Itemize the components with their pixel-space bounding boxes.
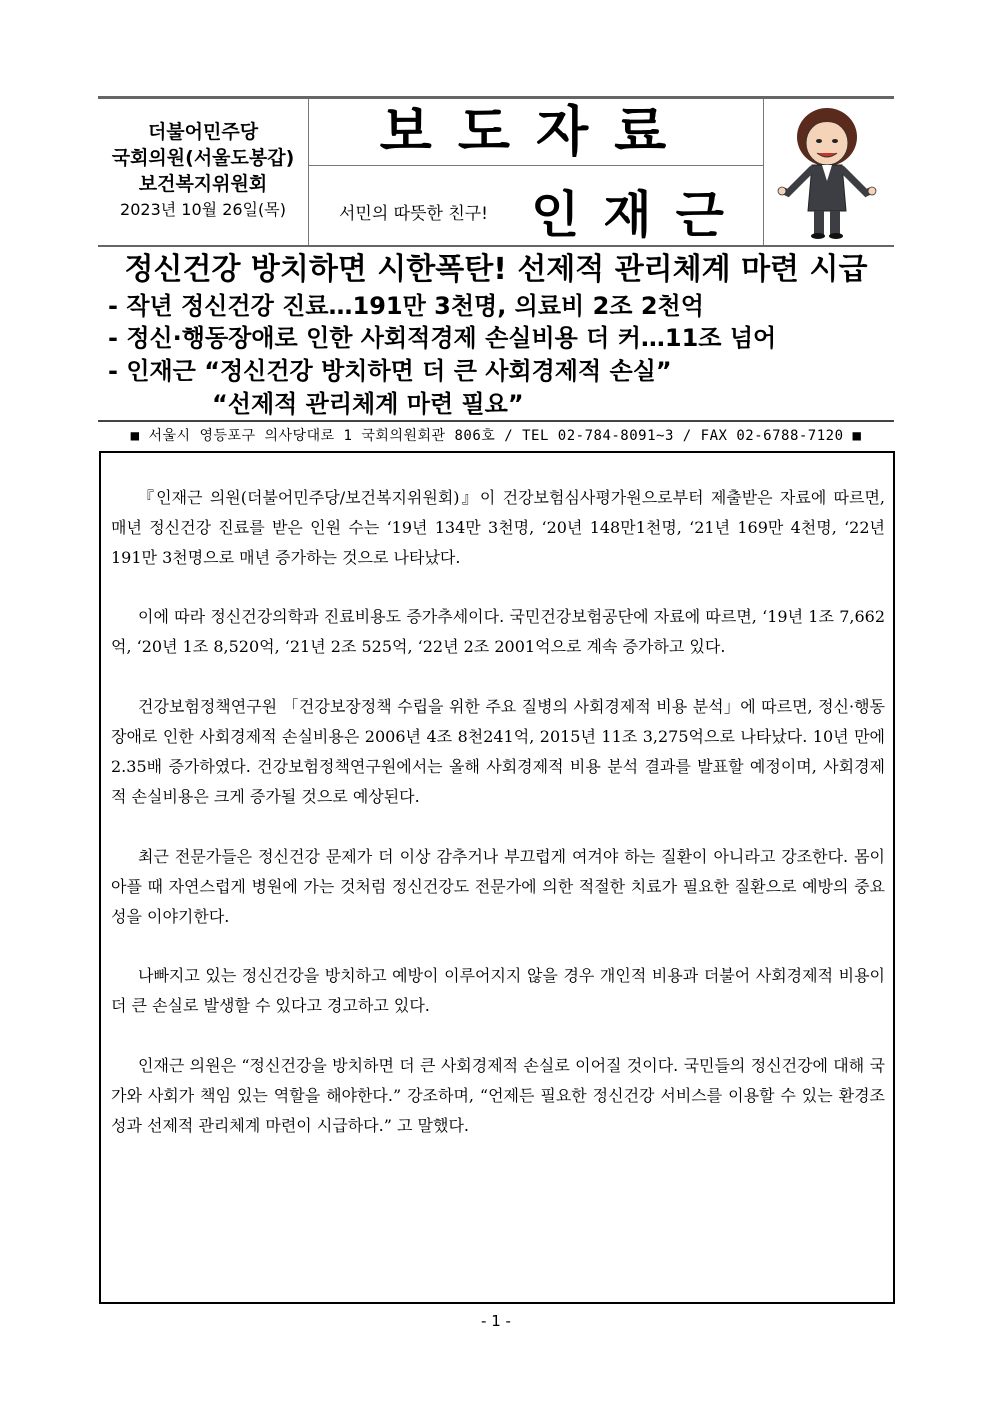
paragraph-1: 『인재근 의원(더불어민주당/보건복지위원회)』이 건강보험심사평가원으로부터 제출받은 자료에 따르면, 매년 정신건강 진료를 받은 인원 수는 ‘19년 134만 3천명, ‘20년 148만1천명, ‘21년 169만 4천명, ‘22년 191만 3천명으로 매년 증가하는 것으로 나타났다. (111, 488, 885, 567)
page-number: - 1 - (481, 1312, 511, 1330)
press-release-title: 보도자료 (309, 99, 763, 166)
slogan: 서민의 따뜻한 친구! (339, 204, 488, 224)
lawmaker-name: 인재근 (531, 186, 748, 244)
press-release-header (98, 96, 894, 247)
subheadline-1: - 작년 정신건강 진료…191만 3천명, 의료비 2조 2천억 (108, 292, 704, 320)
main-headline: 정신건강 방치하면 시한폭탄! 선제적 관리체계 마련 시급 (124, 252, 868, 287)
paragraph-6: 인재근 의원은 “정신건강을 방치하면 더 큰 사회경제적 손실로 이어질 것이다. 국민들의 정신건강에 대해 국가와 사회가 책임 있는 역할을 해야한다.” 강조하며, “언제든 필요한 정신건강 서비스를 이용할 수 있는 환경조성과 선제적 관리체계 마련이 시급하다.” 고 말했다. (111, 1056, 885, 1135)
organization-block (98, 99, 309, 245)
subheadline-2: - 정신·행동장애로 인한 사회적경제 손실비용 더 커…11조 넘어 (108, 324, 777, 352)
portrait-block (764, 99, 894, 245)
release-date: 2023년 10월 26일(목) (120, 200, 286, 219)
paragraph-4: 최근 전문가들은 정신건강 문제가 더 이상 감추거나 부끄럽게 여겨야 하는 질환이 아니라고 강조한다. 몸이 아플 때 자연스럽게 병원에 가는 것처럼 정신건강도 전문가에 의한 적절한 치료가 필요한 질환으로 예방의 중요성을 이야기한다. (111, 847, 885, 926)
paragraph-5: 나빠지고 있는 정신건강을 방치하고 예방이 이루어지지 않을 경우 개인적 비용과 더불어 사회경제적 비용이 더 큰 손실로 발생할 수 있다고 경고하고 있다. (111, 966, 885, 1015)
contact-address: ■ 서울시 영등포구 의사당대로 1 국회의원회관 806호 / TEL 02-784-8091~3 / FAX 02-6788-7120 ■ (130, 428, 862, 444)
title-block (309, 99, 764, 245)
paragraph-2: 이에 따라 정신건강의학과 진료비용도 증가추세이다. 국민건강보험공단에 자료에 따르면, ‘19년 1조 7,662억, ‘20년 1조 8,520억, ‘21년 2조 525억, ‘22년 2조 2001억으로 계속 증가하고 있다. (111, 607, 885, 656)
paragraph-3: 건강보험정책연구원 「건강보장정책 수립을 위한 주요 질병의 사회경제적 비용 분석」에 따르면, 정신·행동장애로 인한 사회경제적 손실비용은 2006년 4조 8천241억, 2015년 11조 3,275억으로 나타났다. 10년 만에 2.35배 증가하였다. 건강보험정책연구원에서는 올해 사회경제적 비용 분석 결과를 발표할 예정이며, 사회경제적 손실비용은 크게 증가될 것으로 예상된다. (111, 697, 885, 806)
divider (98, 420, 894, 422)
subheadline-3: - 인재근 “정신건강 방치하면 더 큰 사회경제적 손실” (108, 357, 672, 385)
lawmaker-caricature (764, 101, 890, 241)
district-name: 국회의원(서울도봉갑) (111, 147, 295, 169)
subheadline-4: “선제적 관리체계 마련 필요” (212, 390, 524, 418)
committee-name: 보건복지위원회 (138, 173, 268, 195)
article-body (99, 451, 895, 1304)
party-name: 더불어민주당 (147, 121, 259, 143)
